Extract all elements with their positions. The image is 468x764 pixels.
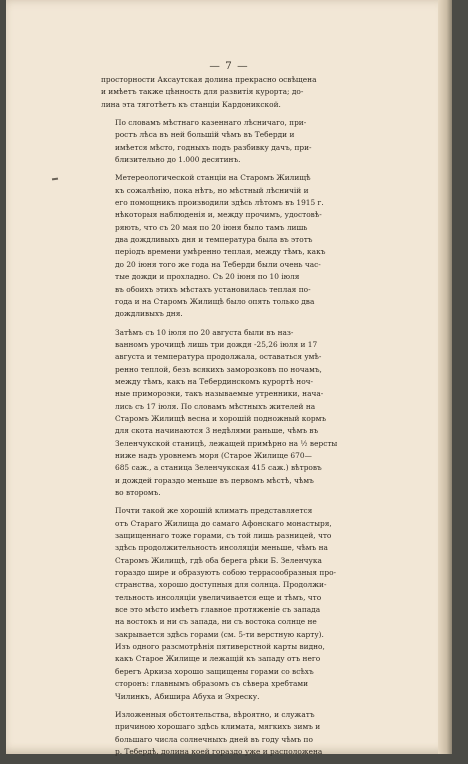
text-line: его помощникъ производили здѣсь лѣтомъ въ 1915 г. xyxy=(115,198,324,208)
text-line: странства, хорошо доступныя для солнца. Продолжи- xyxy=(115,580,327,590)
text-line: Старомъ Жилищѣ, гдѣ оба берега рѣки Б. Зеленчука xyxy=(115,555,322,565)
text-line: между тѣмъ, какъ на Тебердинскомъ курортѣ ноч- xyxy=(115,376,314,386)
paragraph xyxy=(101,327,376,500)
text-line: 685 саж., а станица Зеленчукская 415 саж.) вѣтровъ xyxy=(115,463,322,473)
text-line: во второмъ. xyxy=(115,488,161,497)
text-line: къ сожалѣнію, пока нѣтъ, но мѣстный лѣсничій и xyxy=(115,185,309,195)
text-line: берегъ Аркиза хорошо защищены горами со всѣхъ xyxy=(115,666,314,676)
text-line: года и на Старомъ Жилищѣ было опять только два xyxy=(115,296,315,306)
text-line: августа и температура продолжала, оставаться умѣ- xyxy=(115,352,322,362)
text-line: какъ Старое Жилище и лежащій къ западу отъ него xyxy=(115,654,321,664)
text-line: Чилинкъ, Абишира Абуха и Эхреску. xyxy=(115,691,260,701)
text-line: р. Тебердѣ, долина коей гораздо уже и расположена xyxy=(115,746,323,756)
text-line: лись съ 17 іюля. По словамъ мѣстныхъ жителей на xyxy=(115,401,316,411)
text-line: и дождей гораздо меньше въ первомъ мѣстѣ, чѣмъ xyxy=(115,475,314,485)
text-line: Изъ одного разсмотрѣнія пятиверстной карты видно, xyxy=(115,642,325,652)
text-line: дождливыхъ дня. xyxy=(115,309,183,319)
page-gutter xyxy=(438,0,452,754)
book-page xyxy=(6,0,452,754)
text-line: Почти такой же хорошій климатъ представляется xyxy=(115,506,313,516)
text-line: ростъ лѣса въ ней большій чѣмъ въ Теберди и xyxy=(115,130,295,140)
text-line: отъ Стараго Жилища до самаго Афонскаго монастыря, xyxy=(115,518,332,528)
text-line: все это мѣсто имѣетъ главное протяженіе съ запада xyxy=(115,605,321,615)
text-line: ренно теплой, безъ всякихъ заморозковъ по ночамъ, xyxy=(115,364,322,374)
text-line: на востокъ и ни съ запада, ни съ востока солнце не xyxy=(115,617,317,627)
text-line: два дождливыхъ дня и температура была въ этотъ xyxy=(115,235,313,245)
text-line: защищеннаго тоже горами, съ той лишь разницей, что xyxy=(115,531,332,541)
text-line: Изложенныя обстоятельства, вѣроятно, и служатъ xyxy=(115,709,315,719)
text-line: тые дожди и прохладно. Съ 20 іюня по 10 іюля xyxy=(115,272,300,282)
text-line: большаго числа солнечныхъ дней въ году чѣмъ по xyxy=(115,734,313,744)
text-line: Метереологической станціи на Старомъ Жилищѣ xyxy=(115,173,311,183)
text-line: просторности Аксаутская долина прекрасно освѣщена xyxy=(101,75,317,84)
paragraph xyxy=(101,172,376,320)
text-line: причиною хорошаго здѣсь климата, мягкихъ зимъ и xyxy=(115,722,321,732)
paragraph xyxy=(101,117,376,166)
text-line: въ обоихъ этихъ мѣстахъ установилась теплая по- xyxy=(115,284,311,294)
text-line: періодъ времени умѣренно теплая, между тѣмъ, какъ xyxy=(115,247,326,257)
text-line: ванномъ урочищѣ лишь три дождя -25,26 іюля и 17 xyxy=(115,339,318,349)
text-line: лина эта тяготѣетъ къ станціи Кардоникской. xyxy=(101,99,281,109)
text-line: нѣкоторыя наблюденія и, между прочимъ, удостовѣ- xyxy=(115,210,322,220)
text-line: Старомъ Жилищѣ весна и хорошій подножный кормъ xyxy=(115,413,327,423)
text-line: имѣется мѣсто, годныхъ подъ разбивку дачъ, при- xyxy=(115,142,312,152)
text-line: близительно до 1.000 десятинъ. xyxy=(115,155,241,165)
text-line: ниже надъ уровнемъ моря (Старое Жилище 670— xyxy=(115,450,312,460)
text-line: ряють, что съ 20 мая по 20 іюня было тамъ лишь xyxy=(115,222,308,232)
text-line: для скота начинаются 3 недѣлями раньше, чѣмъ въ xyxy=(115,426,319,436)
paragraph xyxy=(101,709,376,758)
margin-mark xyxy=(52,178,58,181)
paragraph xyxy=(101,505,376,703)
text-line: гораздо шире и образуютъ собою террасообразныя про- xyxy=(115,568,337,578)
text-line: По словамъ мѣстнаго казеннаго лѣсничаго, при- xyxy=(115,118,307,128)
text-line: ные примороэки, такъ называемые утренники, нача- xyxy=(115,389,324,399)
text-line: здѣсь продолжительность инсоляціи меньше, чѣмъ на xyxy=(115,543,328,553)
page-number: — 7 — xyxy=(209,60,249,72)
text-line: до 20 іюня того же года на Теберди были очень час- xyxy=(115,259,321,269)
text-line: и имѣетъ также цѣнность для развитія курорта; до- xyxy=(101,87,304,97)
paragraph xyxy=(101,74,376,111)
body-text xyxy=(101,74,376,764)
text-line: Затѣмъ съ 10 іюля по 20 августа были въ наз- xyxy=(115,327,294,337)
text-line: закрывается здѣсь горами (см. 5-ти верстную карту). xyxy=(115,629,324,639)
text-line: Зеленчукской станицѣ, лежащей примѣрно на ½ версты xyxy=(115,438,338,448)
text-line: сторонъ: главнымъ образомъ съ сѣвера хребтами xyxy=(115,679,309,689)
text-line: тельность инсоляціи увеличивается еще и тѣмъ, что xyxy=(115,592,322,602)
